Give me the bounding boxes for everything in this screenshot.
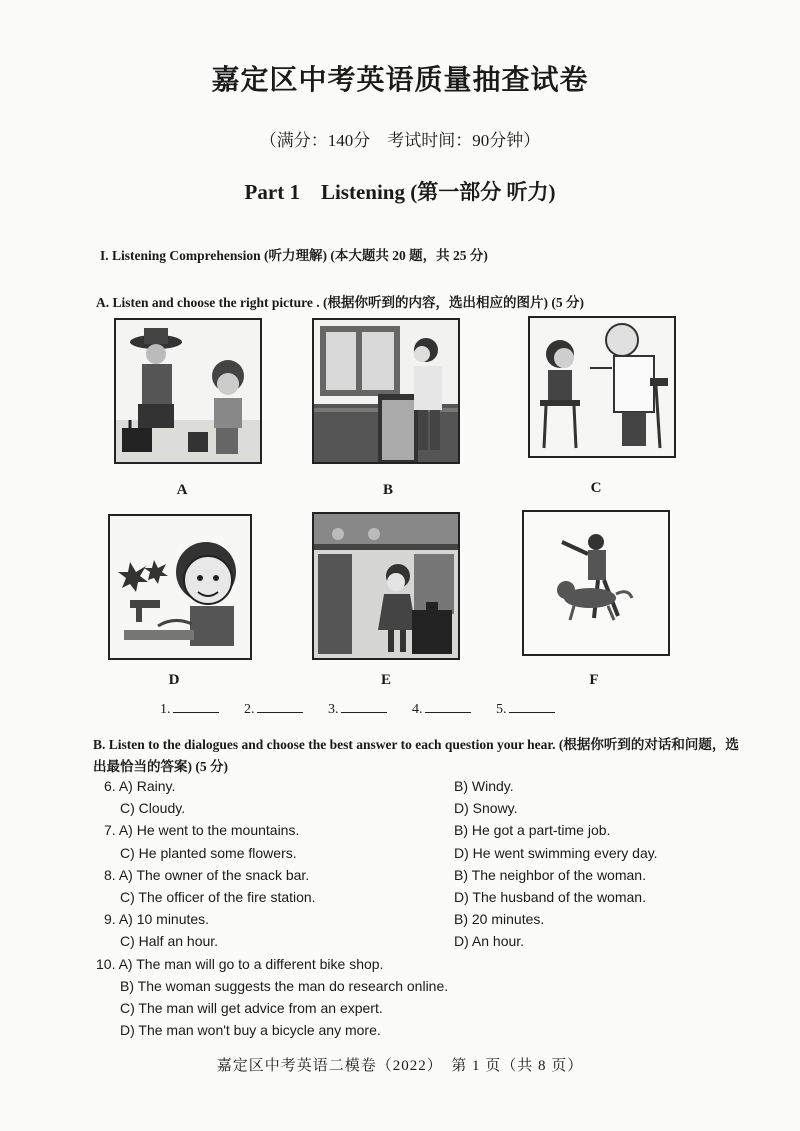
question-7-option-d: D) He went swimming every day. (454, 845, 658, 861)
picture-a-label: A (176, 482, 188, 498)
blank-line[interactable] (509, 700, 555, 713)
answer-blank-4[interactable] (412, 700, 471, 718)
question-7-option-b: B) He got a part-time job. (454, 822, 611, 838)
question-10-option-a (96, 956, 383, 972)
answer-blank-1[interactable] (160, 700, 219, 718)
answer-blank-3[interactable] (328, 700, 387, 718)
picture-b-label: B (382, 482, 393, 498)
option-text: A) The man will go to a different bike shop. (118, 956, 384, 972)
answer-blanks (160, 700, 577, 718)
question-9-option-b: B) 20 minutes. (454, 911, 545, 927)
office-woman-icon (314, 320, 458, 462)
answer-blank-2[interactable] (244, 700, 303, 718)
question-7-option-a (104, 822, 299, 838)
picture-c (528, 316, 676, 458)
section-listening-comprehension: I. Listening Comprehension (听力理解) (本大题共 20 题，共 25 分) (100, 248, 488, 263)
picture-d (108, 514, 252, 660)
part-heading: Part 1 Listening (第一部分 听力) (244, 180, 556, 204)
picture-a (114, 318, 262, 464)
blank-line[interactable] (341, 700, 387, 713)
question-6-option-d: D) Snowy. (454, 800, 518, 816)
option-text: A) Rainy. (118, 778, 176, 794)
section-a-instructions: A. Listen and choose the right picture . (根据你听到的内容，选出相应的图片) (5 分) (96, 295, 584, 310)
blank-number: 1. (160, 702, 171, 717)
option-text: A) He went to the mountains. (118, 822, 300, 838)
page-footer: 嘉定区中考英语二模卷（2022） 第 1 页（共 8 页） (216, 1058, 584, 1074)
question-10-option-c: C) The man will get advice from an expert. (120, 1000, 383, 1016)
picture-c-label: C (590, 480, 602, 496)
question-9-option-d: D) An hour. (454, 933, 525, 949)
question-8-option-a (104, 867, 309, 883)
picture-e-label: E (380, 672, 391, 688)
picture-b (312, 318, 460, 464)
blank-number: 4. (412, 702, 423, 717)
picture-d-label: D (168, 672, 180, 688)
boy-washing-hands-icon (110, 516, 250, 658)
question-8-option-b: B) The neighbor of the woman. (454, 867, 646, 883)
picture-f (522, 510, 670, 656)
picture-e (312, 512, 460, 660)
picture-f-label: F (589, 672, 599, 688)
exam-subtitle: （满分：140分 考试时间：90分钟） (259, 131, 541, 150)
question-number: 6. (104, 778, 116, 794)
question-number: 7. (104, 822, 116, 838)
question-8-option-d: D) The husband of the woman. (454, 889, 646, 905)
man-with-dog-icon (524, 512, 668, 654)
question-number: 9. (104, 911, 116, 927)
blank-number: 3. (328, 702, 339, 717)
question-8-option-c: C) The officer of the fire station. (120, 889, 316, 905)
blank-number: 5. (496, 702, 507, 717)
question-number: 8. (104, 867, 116, 883)
question-10-option-d: D) The man won't buy a bicycle any more. (120, 1022, 381, 1038)
blank-line[interactable] (173, 700, 219, 713)
question-6-option-b: B) Windy. (454, 778, 514, 794)
blank-number: 2. (244, 702, 255, 717)
airport-girl-luggage-icon (314, 514, 458, 658)
doctor-child-icon (530, 318, 674, 456)
exam-title: 嘉定区中考英语质量抽查试卷 (211, 63, 589, 96)
question-9-option-c: C) Half an hour. (120, 933, 219, 949)
question-6-option-c: C) Cloudy. (120, 800, 186, 816)
blank-line[interactable] (425, 700, 471, 713)
option-text: A) 10 minutes. (118, 911, 210, 927)
blank-line[interactable] (257, 700, 303, 713)
answer-blank-5[interactable] (496, 700, 555, 718)
question-6-option-a (104, 778, 175, 794)
question-7-option-c: C) He planted some flowers. (120, 845, 297, 861)
question-number: 10. (96, 956, 116, 972)
question-10-option-b: B) The woman suggests the man do research online. (120, 978, 449, 994)
gardening-people-icon (116, 320, 260, 462)
section-b-instructions: B. Listen to the dialogues and choose the best answer to each question your hear. (根据你听到的对话和问题，选出最恰当的答案) (5 分) (93, 737, 739, 774)
option-text: A) The owner of the snack bar. (118, 867, 310, 883)
question-9-option-a (104, 911, 209, 927)
